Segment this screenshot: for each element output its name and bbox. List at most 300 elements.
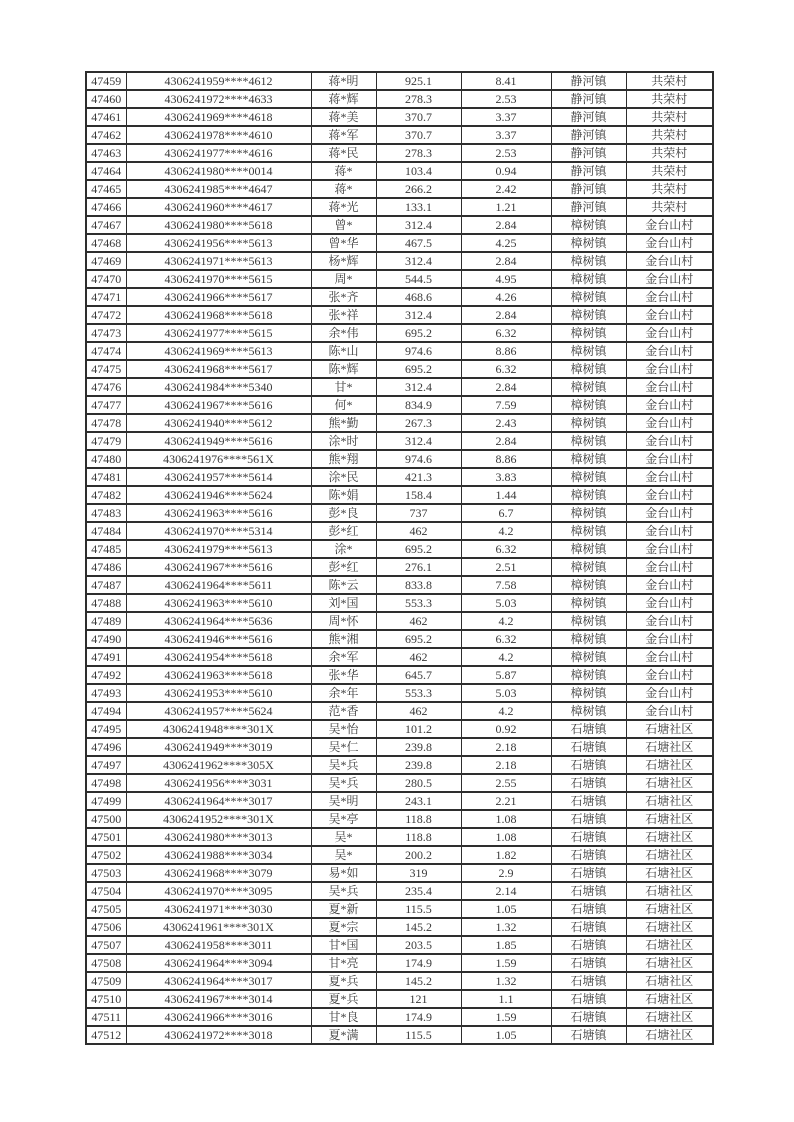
- town-cell: 静河镇: [551, 180, 626, 198]
- table-row: [86, 702, 713, 720]
- area-cell: 4.2: [461, 702, 551, 720]
- name-cell: 陈*山: [311, 342, 376, 360]
- area-cell: 1.59: [461, 954, 551, 972]
- town-cell: 静河镇: [551, 108, 626, 126]
- seq-cell: 47470: [86, 270, 126, 288]
- area-cell: 1.05: [461, 1026, 551, 1044]
- town-cell: 静河镇: [551, 144, 626, 162]
- table-row: [86, 612, 713, 630]
- id-number-cell: 4306241956****5613: [126, 234, 311, 252]
- name-cell: 吴*: [311, 846, 376, 864]
- town-cell: 樟树镇: [551, 666, 626, 684]
- area-cell: 4.25: [461, 234, 551, 252]
- village-cell: 金台山村: [626, 396, 713, 414]
- amount-cell: 645.7: [376, 666, 461, 684]
- id-number-cell: 4306241964****3017: [126, 972, 311, 990]
- table-row: [86, 864, 713, 882]
- amount-cell: 115.5: [376, 1026, 461, 1044]
- seq-cell: 47508: [86, 954, 126, 972]
- town-cell: 樟树镇: [551, 234, 626, 252]
- seq-cell: 47488: [86, 594, 126, 612]
- area-cell: 2.84: [461, 432, 551, 450]
- table-row: [86, 558, 713, 576]
- table-row: [86, 810, 713, 828]
- village-cell: 石塘社区: [626, 972, 713, 990]
- seq-cell: 47477: [86, 396, 126, 414]
- town-cell: 樟树镇: [551, 684, 626, 702]
- table-row: [86, 846, 713, 864]
- amount-cell: 370.7: [376, 108, 461, 126]
- seq-cell: 47483: [86, 504, 126, 522]
- amount-cell: 421.3: [376, 468, 461, 486]
- name-cell: 陈*娟: [311, 486, 376, 504]
- town-cell: 静河镇: [551, 90, 626, 108]
- id-number-cell: 4306241971****3030: [126, 900, 311, 918]
- town-cell: 石塘镇: [551, 990, 626, 1008]
- amount-cell: 280.5: [376, 774, 461, 792]
- seq-cell: 47497: [86, 756, 126, 774]
- table-sheet: [85, 71, 714, 1045]
- amount-cell: 145.2: [376, 972, 461, 990]
- village-cell: 金台山村: [626, 666, 713, 684]
- town-cell: 樟树镇: [551, 648, 626, 666]
- name-cell: 吴*兵: [311, 756, 376, 774]
- name-cell: 蒋*: [311, 180, 376, 198]
- area-cell: 2.53: [461, 144, 551, 162]
- amount-cell: 695.2: [376, 630, 461, 648]
- id-number-cell: 4306241956****3031: [126, 774, 311, 792]
- village-cell: 石塘社区: [626, 828, 713, 846]
- table-row: [86, 522, 713, 540]
- name-cell: 蒋*美: [311, 108, 376, 126]
- table-body: [86, 72, 713, 1044]
- area-cell: 3.83: [461, 468, 551, 486]
- town-cell: 樟树镇: [551, 468, 626, 486]
- seq-cell: 47465: [86, 180, 126, 198]
- village-cell: 石塘社区: [626, 810, 713, 828]
- seq-cell: 47494: [86, 702, 126, 720]
- name-cell: 熊*翔: [311, 450, 376, 468]
- amount-cell: 174.9: [376, 1008, 461, 1026]
- area-cell: 1.08: [461, 810, 551, 828]
- table-row: [86, 360, 713, 378]
- town-cell: 樟树镇: [551, 594, 626, 612]
- name-cell: 夏*宗: [311, 918, 376, 936]
- area-cell: 3.37: [461, 108, 551, 126]
- table-row: [86, 432, 713, 450]
- table-row: [86, 918, 713, 936]
- village-cell: 金台山村: [626, 342, 713, 360]
- seq-cell: 47493: [86, 684, 126, 702]
- village-cell: 金台山村: [626, 558, 713, 576]
- id-number-cell: 4306241958****3011: [126, 936, 311, 954]
- table-row: [86, 234, 713, 252]
- amount-cell: 239.8: [376, 738, 461, 756]
- area-cell: 2.53: [461, 90, 551, 108]
- town-cell: 樟树镇: [551, 450, 626, 468]
- seq-cell: 47472: [86, 306, 126, 324]
- village-cell: 共荣村: [626, 198, 713, 216]
- seq-cell: 47466: [86, 198, 126, 216]
- area-cell: 5.87: [461, 666, 551, 684]
- id-number-cell: 4306241967****5616: [126, 396, 311, 414]
- town-cell: 樟树镇: [551, 612, 626, 630]
- town-cell: 樟树镇: [551, 396, 626, 414]
- town-cell: 石塘镇: [551, 846, 626, 864]
- village-cell: 石塘社区: [626, 936, 713, 954]
- amount-cell: 239.8: [376, 756, 461, 774]
- village-cell: 石塘社区: [626, 918, 713, 936]
- name-cell: 范*香: [311, 702, 376, 720]
- area-cell: 1.1: [461, 990, 551, 1008]
- town-cell: 石塘镇: [551, 954, 626, 972]
- seq-cell: 47500: [86, 810, 126, 828]
- id-number-cell: 4306241985****4647: [126, 180, 311, 198]
- amount-cell: 974.6: [376, 450, 461, 468]
- amount-cell: 103.4: [376, 162, 461, 180]
- amount-cell: 462: [376, 648, 461, 666]
- seq-cell: 47482: [86, 486, 126, 504]
- seq-cell: 47461: [86, 108, 126, 126]
- table-row: [86, 792, 713, 810]
- table-row: [86, 1008, 713, 1026]
- amount-cell: 974.6: [376, 342, 461, 360]
- seq-cell: 47505: [86, 900, 126, 918]
- area-cell: 6.32: [461, 540, 551, 558]
- village-cell: 金台山村: [626, 486, 713, 504]
- village-cell: 石塘社区: [626, 882, 713, 900]
- amount-cell: 468.6: [376, 288, 461, 306]
- area-cell: 4.2: [461, 522, 551, 540]
- name-cell: 甘*国: [311, 936, 376, 954]
- area-cell: 4.2: [461, 648, 551, 666]
- table-row: [86, 972, 713, 990]
- seq-cell: 47479: [86, 432, 126, 450]
- name-cell: 陈*云: [311, 576, 376, 594]
- amount-cell: 278.3: [376, 144, 461, 162]
- amount-cell: 319: [376, 864, 461, 882]
- id-number-cell: 4306241946****5616: [126, 630, 311, 648]
- area-cell: 1.32: [461, 918, 551, 936]
- seq-cell: 47492: [86, 666, 126, 684]
- seq-cell: 47469: [86, 252, 126, 270]
- table-row: [86, 144, 713, 162]
- seq-cell: 47509: [86, 972, 126, 990]
- table-row: [86, 342, 713, 360]
- village-cell: 石塘社区: [626, 756, 713, 774]
- town-cell: 石塘镇: [551, 756, 626, 774]
- area-cell: 3.37: [461, 126, 551, 144]
- id-number-cell: 4306241953****5610: [126, 684, 311, 702]
- village-cell: 金台山村: [626, 234, 713, 252]
- seq-cell: 47503: [86, 864, 126, 882]
- village-cell: 金台山村: [626, 504, 713, 522]
- table-row: [86, 540, 713, 558]
- town-cell: 石塘镇: [551, 1008, 626, 1026]
- table-row: [86, 468, 713, 486]
- seq-cell: 47511: [86, 1008, 126, 1026]
- area-cell: 2.51: [461, 558, 551, 576]
- area-cell: 2.42: [461, 180, 551, 198]
- area-cell: 1.21: [461, 198, 551, 216]
- id-number-cell: 4306241963****5610: [126, 594, 311, 612]
- area-cell: 1.82: [461, 846, 551, 864]
- amount-cell: 695.2: [376, 360, 461, 378]
- area-cell: 8.86: [461, 450, 551, 468]
- name-cell: 吴*兵: [311, 882, 376, 900]
- table-row: [86, 1026, 713, 1044]
- amount-cell: 462: [376, 522, 461, 540]
- seq-cell: 47512: [86, 1026, 126, 1044]
- name-cell: 余*伟: [311, 324, 376, 342]
- town-cell: 樟树镇: [551, 576, 626, 594]
- id-number-cell: 4306241964****5611: [126, 576, 311, 594]
- table-row: [86, 720, 713, 738]
- town-cell: 樟树镇: [551, 360, 626, 378]
- id-number-cell: 4306241954****5618: [126, 648, 311, 666]
- village-cell: 共荣村: [626, 108, 713, 126]
- amount-cell: 312.4: [376, 306, 461, 324]
- id-number-cell: 4306241964****3094: [126, 954, 311, 972]
- table-row: [86, 684, 713, 702]
- village-cell: 金台山村: [626, 414, 713, 432]
- id-number-cell: 4306241949****5616: [126, 432, 311, 450]
- id-number-cell: 4306241967****3014: [126, 990, 311, 1008]
- seq-cell: 47496: [86, 738, 126, 756]
- name-cell: 吴*怡: [311, 720, 376, 738]
- seq-cell: 47481: [86, 468, 126, 486]
- amount-cell: 266.2: [376, 180, 461, 198]
- area-cell: 1.59: [461, 1008, 551, 1026]
- seq-cell: 47467: [86, 216, 126, 234]
- area-cell: 4.2: [461, 612, 551, 630]
- village-cell: 石塘社区: [626, 864, 713, 882]
- amount-cell: 833.8: [376, 576, 461, 594]
- amount-cell: 203.5: [376, 936, 461, 954]
- town-cell: 石塘镇: [551, 972, 626, 990]
- name-cell: 熊*湘: [311, 630, 376, 648]
- seq-cell: 47471: [86, 288, 126, 306]
- id-number-cell: 4306241972****4633: [126, 90, 311, 108]
- town-cell: 静河镇: [551, 72, 626, 90]
- table-row: [86, 738, 713, 756]
- town-cell: 樟树镇: [551, 630, 626, 648]
- seq-cell: 47485: [86, 540, 126, 558]
- seq-cell: 47480: [86, 450, 126, 468]
- amount-cell: 101.2: [376, 720, 461, 738]
- village-cell: 金台山村: [626, 324, 713, 342]
- area-cell: 2.43: [461, 414, 551, 432]
- area-cell: 6.32: [461, 324, 551, 342]
- amount-cell: 118.8: [376, 828, 461, 846]
- table-row: [86, 486, 713, 504]
- town-cell: 樟树镇: [551, 414, 626, 432]
- table-row: [86, 90, 713, 108]
- id-number-cell: 4306241969****5613: [126, 342, 311, 360]
- village-cell: 金台山村: [626, 630, 713, 648]
- id-number-cell: 4306241988****3034: [126, 846, 311, 864]
- area-cell: 1.05: [461, 900, 551, 918]
- area-cell: 5.03: [461, 594, 551, 612]
- id-number-cell: 4306241957****5624: [126, 702, 311, 720]
- name-cell: 蒋*军: [311, 126, 376, 144]
- village-cell: 石塘社区: [626, 774, 713, 792]
- name-cell: 周*: [311, 270, 376, 288]
- seq-cell: 47478: [86, 414, 126, 432]
- name-cell: 夏*兵: [311, 972, 376, 990]
- area-cell: 2.21: [461, 792, 551, 810]
- town-cell: 石塘镇: [551, 882, 626, 900]
- table-row: [86, 990, 713, 1008]
- area-cell: 5.03: [461, 684, 551, 702]
- town-cell: 樟树镇: [551, 432, 626, 450]
- name-cell: 甘*: [311, 378, 376, 396]
- amount-cell: 243.1: [376, 792, 461, 810]
- area-cell: 7.58: [461, 576, 551, 594]
- seq-cell: 47473: [86, 324, 126, 342]
- name-cell: 余*年: [311, 684, 376, 702]
- name-cell: 吴*兵: [311, 774, 376, 792]
- seq-cell: 47463: [86, 144, 126, 162]
- area-cell: 2.84: [461, 378, 551, 396]
- town-cell: 樟树镇: [551, 252, 626, 270]
- name-cell: 涂*: [311, 540, 376, 558]
- table-row: [86, 378, 713, 396]
- area-cell: 4.95: [461, 270, 551, 288]
- area-cell: 6.32: [461, 630, 551, 648]
- town-cell: 石塘镇: [551, 1026, 626, 1044]
- amount-cell: 553.3: [376, 594, 461, 612]
- table-row: [86, 252, 713, 270]
- name-cell: 余*军: [311, 648, 376, 666]
- table-row: [86, 306, 713, 324]
- amount-cell: 267.3: [376, 414, 461, 432]
- area-cell: 1.32: [461, 972, 551, 990]
- village-cell: 石塘社区: [626, 846, 713, 864]
- amount-cell: 312.4: [376, 432, 461, 450]
- amount-cell: 544.5: [376, 270, 461, 288]
- id-number-cell: 4306241952****301X: [126, 810, 311, 828]
- id-number-cell: 4306241970****5615: [126, 270, 311, 288]
- town-cell: 樟树镇: [551, 216, 626, 234]
- village-cell: 共荣村: [626, 126, 713, 144]
- seq-cell: 47498: [86, 774, 126, 792]
- name-cell: 易*如: [311, 864, 376, 882]
- town-cell: 樟树镇: [551, 486, 626, 504]
- town-cell: 石塘镇: [551, 900, 626, 918]
- area-cell: 6.7: [461, 504, 551, 522]
- amount-cell: 121: [376, 990, 461, 1008]
- seq-cell: 47491: [86, 648, 126, 666]
- village-cell: 石塘社区: [626, 954, 713, 972]
- table-row: [86, 288, 713, 306]
- name-cell: 彭*红: [311, 522, 376, 540]
- id-number-cell: 4306241980****5618: [126, 216, 311, 234]
- amount-cell: 158.4: [376, 486, 461, 504]
- village-cell: 金台山村: [626, 522, 713, 540]
- id-number-cell: 4306241966****3016: [126, 1008, 311, 1026]
- amount-cell: 553.3: [376, 684, 461, 702]
- name-cell: 吴*仁: [311, 738, 376, 756]
- amount-cell: 695.2: [376, 324, 461, 342]
- name-cell: 涂*时: [311, 432, 376, 450]
- id-number-cell: 4306241960****4617: [126, 198, 311, 216]
- area-cell: 1.44: [461, 486, 551, 504]
- town-cell: 石塘镇: [551, 828, 626, 846]
- area-cell: 2.18: [461, 756, 551, 774]
- amount-cell: 737: [376, 504, 461, 522]
- town-cell: 石塘镇: [551, 936, 626, 954]
- village-cell: 金台山村: [626, 612, 713, 630]
- name-cell: 吴*: [311, 828, 376, 846]
- id-number-cell: 4306241940****5612: [126, 414, 311, 432]
- village-cell: 石塘社区: [626, 990, 713, 1008]
- town-cell: 石塘镇: [551, 738, 626, 756]
- name-cell: 周*怀: [311, 612, 376, 630]
- seq-cell: 47490: [86, 630, 126, 648]
- seq-cell: 47499: [86, 792, 126, 810]
- table-row: [86, 648, 713, 666]
- table-row: [86, 162, 713, 180]
- name-cell: 何*: [311, 396, 376, 414]
- id-number-cell: 4306241972****3018: [126, 1026, 311, 1044]
- town-cell: 樟树镇: [551, 558, 626, 576]
- amount-cell: 133.1: [376, 198, 461, 216]
- id-number-cell: 4306241946****5624: [126, 486, 311, 504]
- id-number-cell: 4306241968****5617: [126, 360, 311, 378]
- table-row: [86, 450, 713, 468]
- town-cell: 樟树镇: [551, 540, 626, 558]
- amount-cell: 925.1: [376, 72, 461, 90]
- village-cell: 共荣村: [626, 180, 713, 198]
- town-cell: 静河镇: [551, 162, 626, 180]
- name-cell: 杨*辉: [311, 252, 376, 270]
- table-row: [86, 774, 713, 792]
- seq-cell: 47502: [86, 846, 126, 864]
- town-cell: 石塘镇: [551, 810, 626, 828]
- area-cell: 0.92: [461, 720, 551, 738]
- seq-cell: 47475: [86, 360, 126, 378]
- town-cell: 石塘镇: [551, 774, 626, 792]
- table-row: [86, 72, 713, 90]
- village-cell: 金台山村: [626, 432, 713, 450]
- id-number-cell: 4306241968****5618: [126, 306, 311, 324]
- seq-cell: 47495: [86, 720, 126, 738]
- name-cell: 曾*: [311, 216, 376, 234]
- seq-cell: 47486: [86, 558, 126, 576]
- seq-cell: 47507: [86, 936, 126, 954]
- amount-cell: 462: [376, 612, 461, 630]
- id-number-cell: 4306241979****5613: [126, 540, 311, 558]
- seq-cell: 47462: [86, 126, 126, 144]
- amount-cell: 276.1: [376, 558, 461, 576]
- seq-cell: 47504: [86, 882, 126, 900]
- id-number-cell: 4306241964****3017: [126, 792, 311, 810]
- village-cell: 共荣村: [626, 90, 713, 108]
- id-number-cell: 4306241980****0014: [126, 162, 311, 180]
- table-row: [86, 396, 713, 414]
- village-cell: 共荣村: [626, 72, 713, 90]
- amount-cell: 462: [376, 702, 461, 720]
- name-cell: 蒋*明: [311, 72, 376, 90]
- table-row: [86, 828, 713, 846]
- area-cell: 2.14: [461, 882, 551, 900]
- name-cell: 张*华: [311, 666, 376, 684]
- id-number-cell: 4306241980****3013: [126, 828, 311, 846]
- id-number-cell: 4306241977****5615: [126, 324, 311, 342]
- id-number-cell: 4306241978****4610: [126, 126, 311, 144]
- village-cell: 金台山村: [626, 252, 713, 270]
